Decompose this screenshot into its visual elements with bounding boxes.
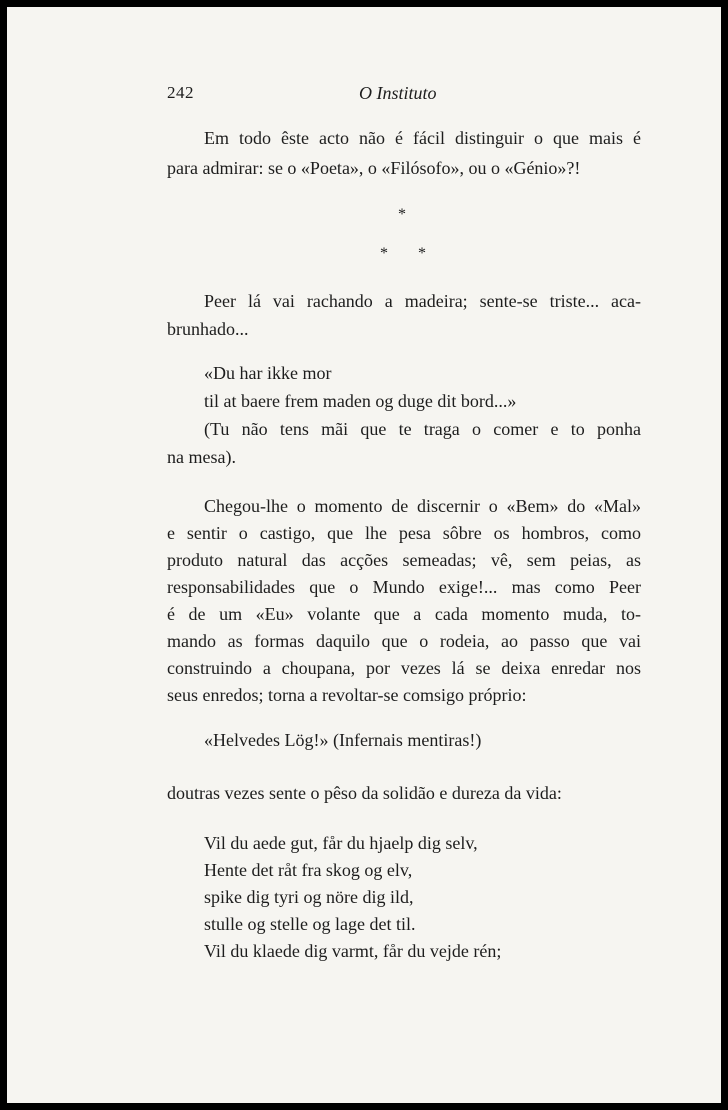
separator-star: * [380,245,388,262]
text-line: Em todo êste acto não é fácil distinguir o que mais é [204,128,641,148]
verse-line: stulle og stelle og lage det til. [204,914,416,934]
text-line: seus enredos; torna a revoltar-se comsigo próprio: [167,685,527,705]
quote-line: «Helvedes Lög!» (Infernais mentiras!) [204,730,482,750]
separator-star: * [418,245,426,262]
text-line: e sentir o castigo, que lhe pesa sôbre os hombros, como [167,523,641,543]
text-line: é de um «Eu» volante que a cada momento muda, to- [167,604,641,624]
text-line: Peer lá vai rachando a madeira; sente-se triste... aca- [204,291,641,311]
quote-line: til at baere frem maden og duge dit bord...» [204,391,517,411]
text-line: na mesa). [167,447,236,467]
text-line: (Tu não tens mãi que te traga o comer e to ponha [204,419,641,439]
running-title: O Instituto [359,83,437,103]
separator-star: * [398,206,406,223]
page-number: 242 [167,83,194,102]
text-line: Chegou-lhe o momento de discernir o «Bem» do «Mal» [204,496,641,516]
text-line: produto natural das acções semeadas; vê, sem peias, as [167,550,641,570]
verse-line: Vil du klaede dig varmt, får du vejde rén; [204,941,502,961]
verse-line: Vil du aede gut, får du hjaelp dig selv, [204,833,478,853]
text-line: brunhado... [167,319,249,339]
text-line: para admirar: se o «Poeta», o «Filósofo», ou o «Génio»?! [167,158,581,178]
verse-line: Hente det råt fra skog og elv, [204,860,413,880]
book-page [7,7,721,1103]
text-line: mando as formas daquilo que o rodeia, ao passo que vai [167,631,641,651]
text-line: construindo a choupana, por vezes lá se deixa enredar nos [167,658,641,678]
verse-line: spike dig tyri og nöre dig ild, [204,887,414,907]
text-line: doutras vezes sente o pêso da solidão e dureza da vida: [167,783,562,803]
quote-line: «Du har ikke mor [204,363,332,383]
text-line: responsabilidades que o Mundo exige!... mas como Peer [167,577,641,597]
